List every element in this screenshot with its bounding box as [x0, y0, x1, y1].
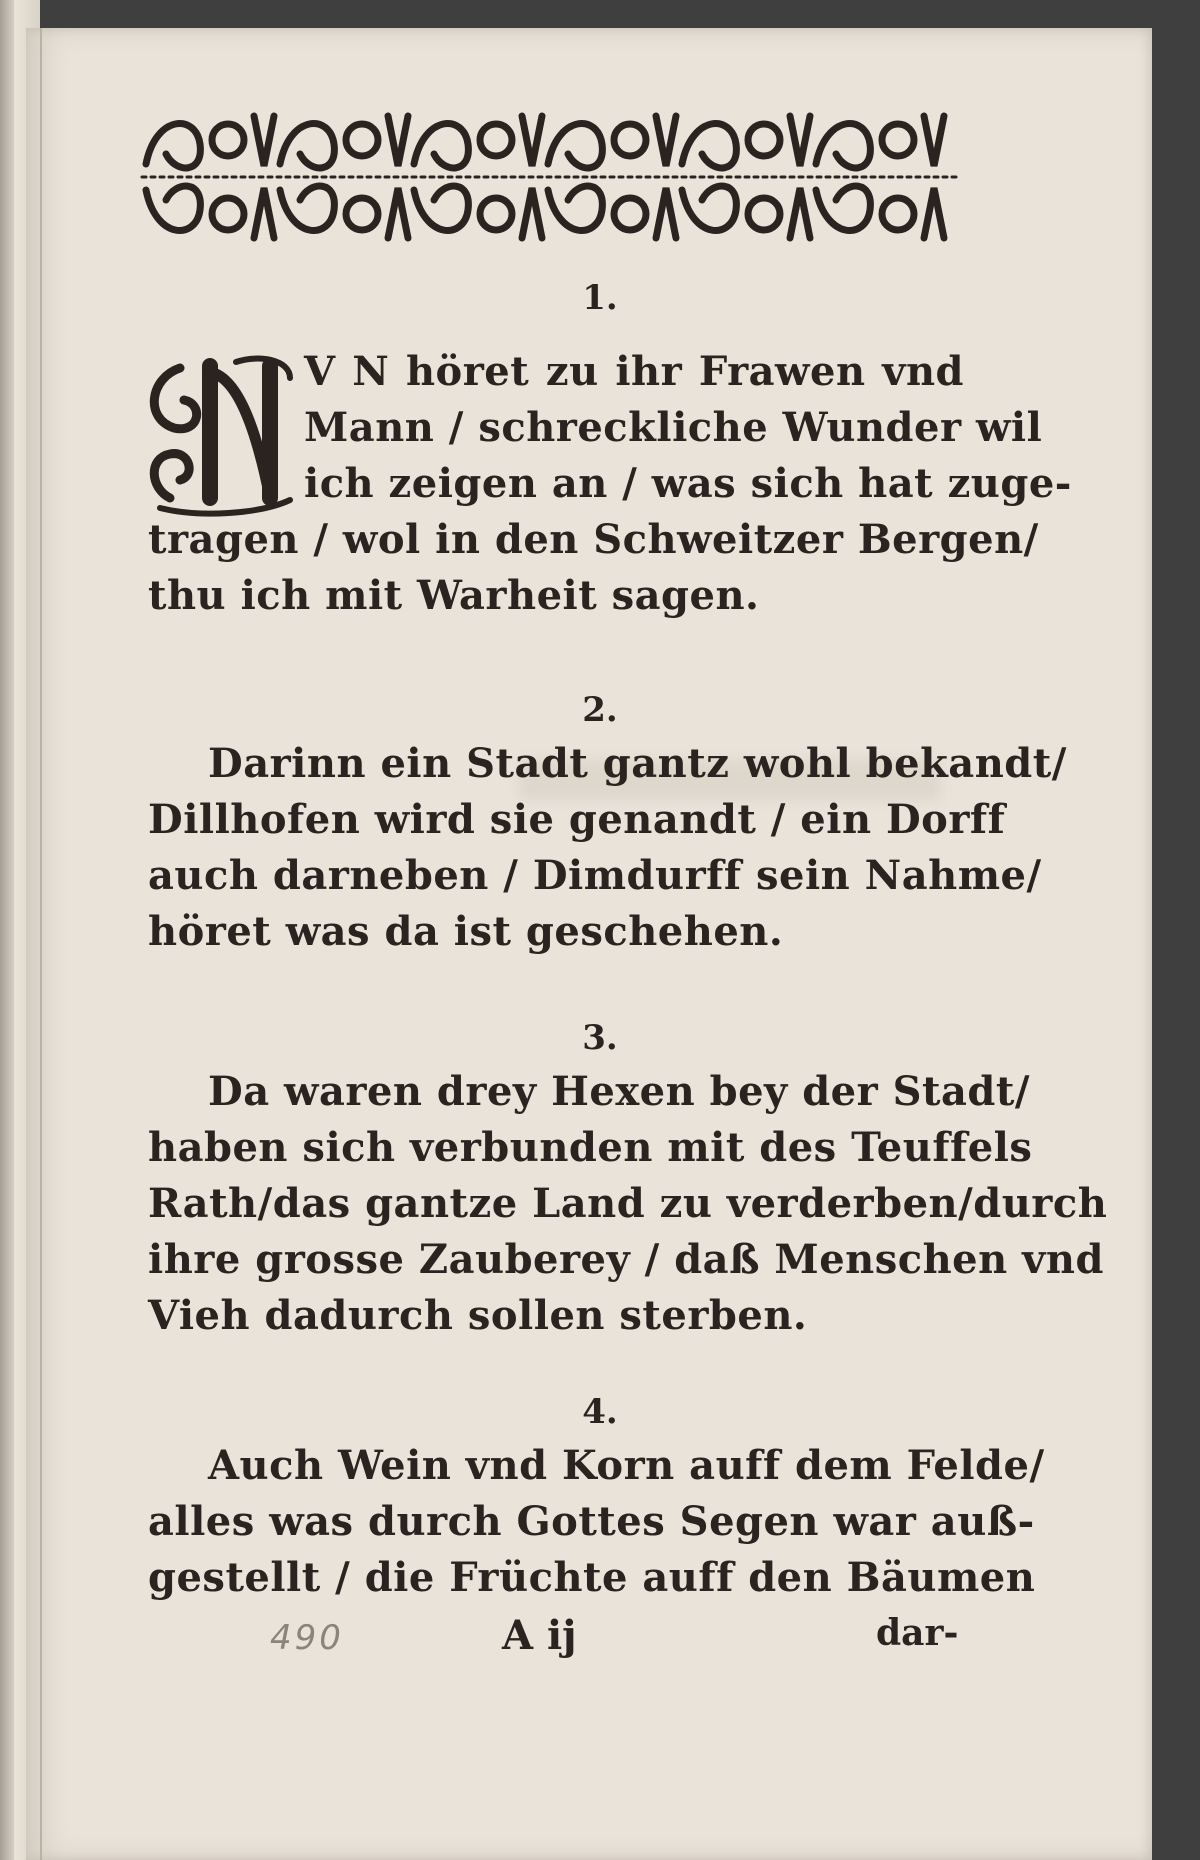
stanza-3-line-3: Rath/das gantze Land zu verderben/durch [148, 1180, 1108, 1227]
stanza-1-line-4: tragen / wol in den Schweitzer Bergen/ [148, 516, 1039, 563]
stanza-4-line-2: alles was durch Gottes Segen war auß- [148, 1498, 1035, 1545]
stanza-1-line-2: Mann / schreckliche Wunder wil [304, 404, 1043, 451]
stanza-number-2: 2. [582, 690, 618, 730]
stanza-4-line-1: Auch Wein vnd Korn auff dem Felde/ [208, 1442, 1045, 1489]
stanza-number-1: 1. [582, 278, 618, 318]
stanza-1-line-3: ich zeigen an / was sich hat zuge- [304, 460, 1072, 507]
stanza-1-line-1: V N höret zu ihr Frawen vnd [304, 348, 964, 395]
stanza-4 [148, 1438, 1045, 1606]
pencil-folio-note: 490 [270, 1618, 344, 1658]
signature-mark: A ij [502, 1612, 577, 1659]
stanza-3-line-4: ihre grosse Zauberey / daß Menschen vnd [148, 1236, 1104, 1283]
stanza-2-line-1: Darinn ein Stadt gantz wohl bekandt/ [208, 740, 1067, 787]
stanza-number-4: 4. [582, 1392, 618, 1432]
stanza-1 [148, 344, 1072, 624]
stanza-2-line-4: höret was da ist geschehen. [148, 908, 784, 955]
stanza-3-line-5: Vieh dadurch sollen sterben. [148, 1292, 808, 1339]
stanza-1-line-5: thu ich mit Warheit sagen. [148, 572, 760, 619]
stanza-number-3: 3. [582, 1018, 618, 1058]
stanza-3 [148, 1064, 1108, 1344]
stanza-4-line-3: gestellt / die Früchte auff den Bäumen [148, 1554, 1036, 1601]
stanza-2 [148, 736, 1067, 960]
catchword: dar- [876, 1612, 959, 1654]
stanza-3-line-2: haben sich verbunden mit des Teuffels [148, 1124, 1033, 1171]
stanza-2-line-2: Dillhofen wird sie genandt / ein Dorff [148, 796, 1006, 843]
header-ornament-band [136, 104, 962, 250]
stanza-2-line-3: auch darneben / Dimdurff sein Nahme/ [148, 852, 1042, 899]
stanza-3-line-1: Da waren drey Hexen bey der Stadt/ [208, 1068, 1030, 1115]
